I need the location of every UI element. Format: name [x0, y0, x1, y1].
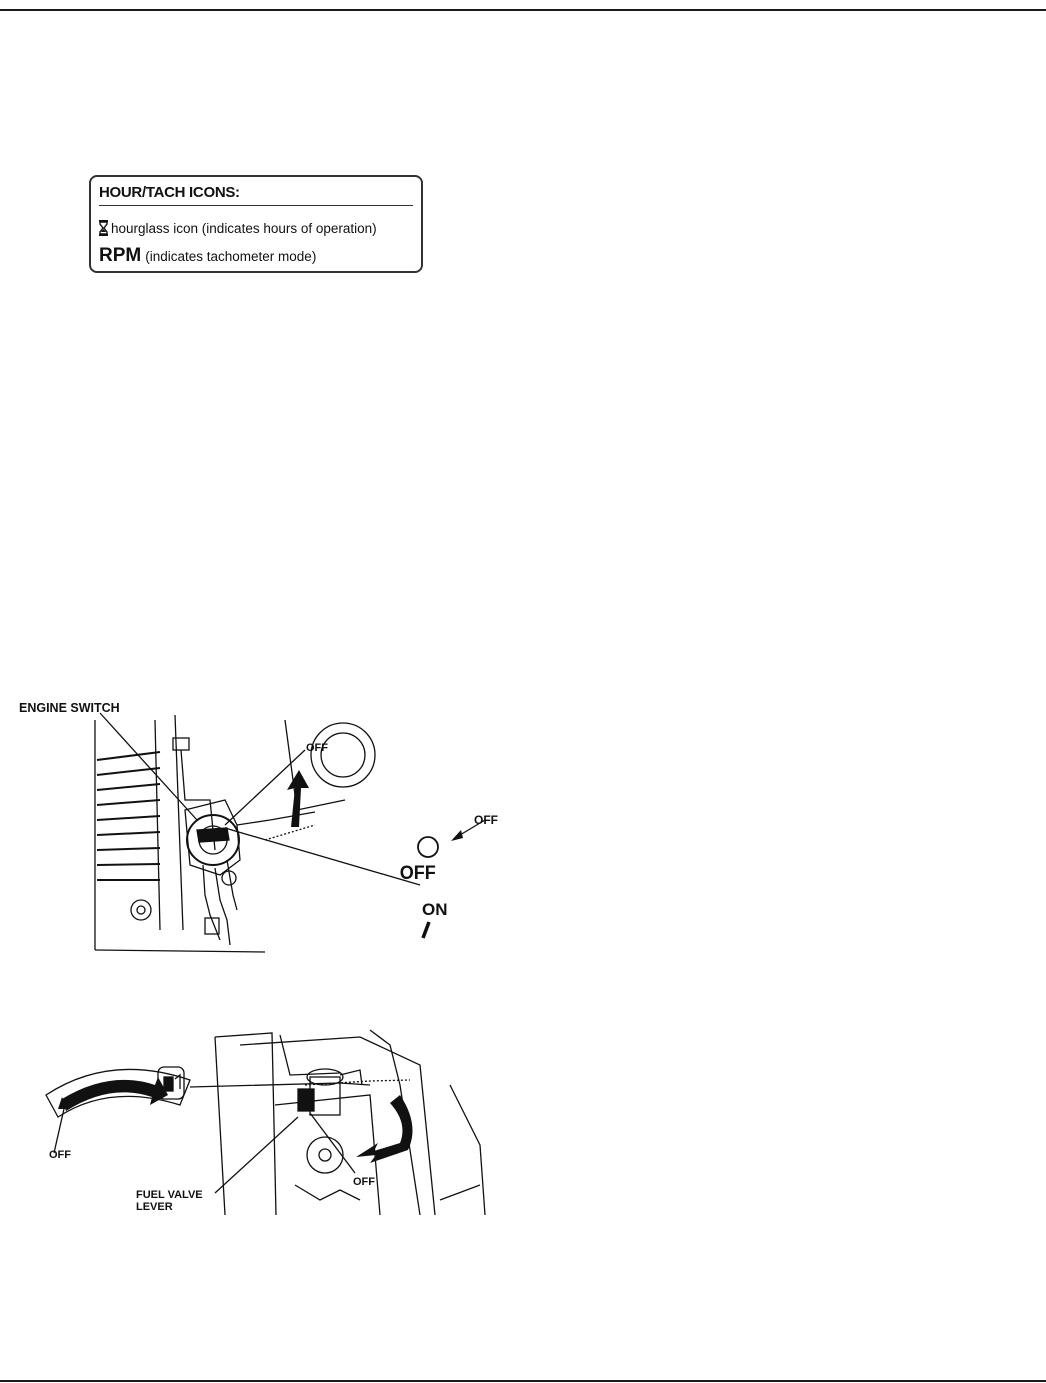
hourglass-icon: [99, 220, 108, 236]
hour-tach-icons-box: [89, 175, 423, 273]
rpm-label: RPM: [99, 245, 142, 266]
fuel-valve-lever-label-1: FUEL VALVE: [136, 1189, 203, 1201]
fuel-off-right-label: OFF: [353, 1176, 375, 1188]
bottom-rule: [0, 1380, 1046, 1382]
hourglass-desc: hourglass icon (indicates hours of operation): [111, 221, 377, 236]
symbol-off-text: OFF: [399, 861, 436, 884]
engine-switch-label: ENGINE SWITCH: [19, 701, 120, 715]
rpm-desc: (indicates tachometer mode): [145, 249, 317, 264]
engine-off-top-label: OFF: [306, 742, 328, 754]
rpm-row: [99, 245, 316, 267]
fuel-off-left-label: OFF: [49, 1149, 71, 1161]
hourglass-row: [99, 220, 377, 236]
box-title: HOUR/TACH ICONS:: [99, 184, 240, 201]
engine-switch-illustration: [15, 700, 515, 960]
box-divider: [99, 205, 413, 206]
top-rule: [0, 9, 1046, 11]
fuel-valve-lever-label-2: LEVER: [136, 1201, 173, 1213]
symbol-on-text: ON: [422, 900, 448, 919]
fuel-valve-illustration: [40, 1025, 490, 1220]
engine-off-right-label: OFF: [474, 813, 498, 827]
